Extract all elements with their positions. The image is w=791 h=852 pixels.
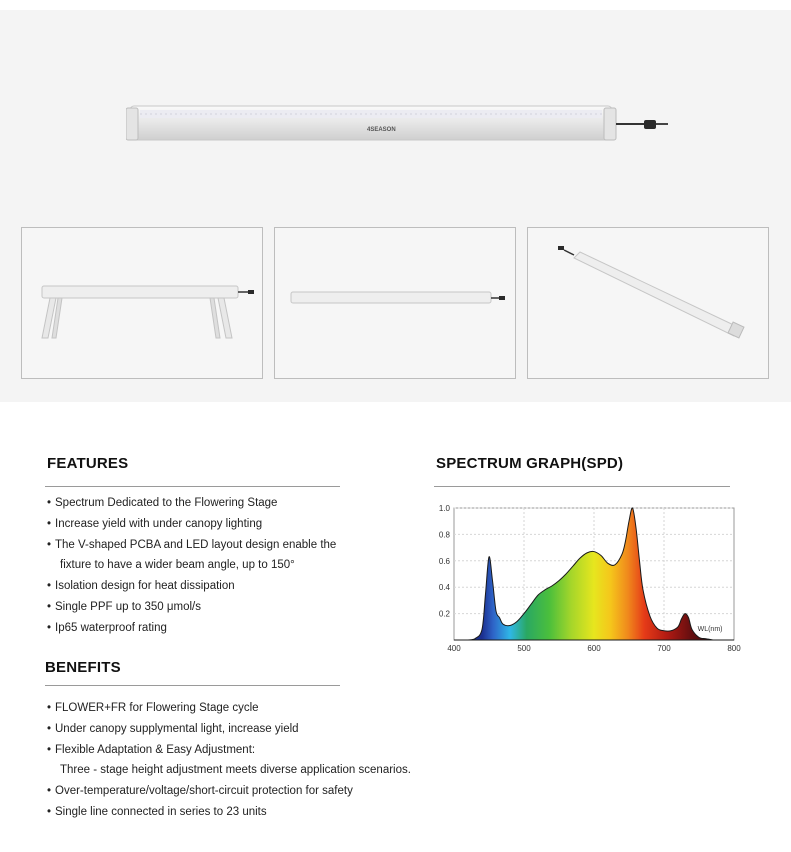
thumbnail-front[interactable]: [274, 227, 516, 379]
bullet-icon: •: [47, 702, 52, 714]
features-list: [47, 493, 336, 639]
features-item-text: Ip65 waterproof rating: [55, 621, 167, 634]
benefits-item-text: FLOWER+FR for Flowering Stage cycle: [55, 702, 259, 714]
x-tick-label: 500: [517, 644, 531, 653]
thumbnail-stand-image: [22, 228, 264, 380]
thumbnail-angled[interactable]: [527, 227, 769, 379]
features-item-text: Isolation design for heat dissipation: [55, 580, 235, 593]
bullet-icon: •: [47, 743, 52, 756]
brand-logo: 4SEASON: [367, 127, 396, 133]
thumbnail-angled-image: [528, 228, 770, 380]
features-item: [47, 618, 336, 639]
features-item: [47, 535, 336, 556]
benefits-list: [47, 698, 411, 823]
spectrum-chart: [420, 500, 750, 660]
benefits-divider: [45, 685, 340, 686]
y-tick-label: 1.0: [438, 504, 450, 513]
thumbnail-front-image: [275, 228, 517, 380]
benefits-item-text: Under canopy supplymental light, increase yield: [55, 722, 299, 735]
features-item-text: Increase yield with under canopy lighting: [55, 517, 263, 530]
x-axis-label: WL(nm): [697, 625, 723, 633]
features-item: [47, 493, 336, 514]
bullet-icon: •: [47, 621, 52, 634]
features-item-text: fixture to have a wider beam angle, up to 150°: [60, 559, 295, 572]
y-tick-label: 0.2: [438, 609, 450, 619]
benefits-item: [47, 740, 411, 761]
spectrum-divider: [434, 486, 730, 487]
bullet-icon: •: [47, 785, 52, 798]
product-gallery: [0, 10, 791, 402]
x-tick-label: 700: [657, 644, 671, 653]
features-item-text: The V-shaped PCBA and LED layout design enable the: [55, 538, 337, 551]
benefits-item-text: Three - stage height adjustment meets diverse application scenarios.: [60, 764, 411, 777]
features-item-text: Spectrum Dedicated to the Flowering Stage: [55, 497, 278, 509]
benefits-item-text: Over-temperature/voltage/short-circuit protection for safety: [55, 785, 353, 798]
bullet-icon: •: [47, 580, 52, 593]
features-item: [47, 555, 336, 576]
y-tick-label: 0.6: [438, 556, 450, 566]
benefits-item: [47, 698, 411, 719]
main-product-image: [126, 94, 676, 154]
features-item-text: Single PPF up to 350 μmol/s: [55, 600, 201, 613]
bullet-icon: •: [47, 517, 52, 530]
x-tick-label: 800: [727, 644, 741, 653]
features-title: FEATURES: [47, 455, 129, 472]
features-divider: [45, 486, 340, 487]
bullet-icon: •: [47, 497, 52, 509]
benefits-item-text: Single line connected in series to 23 units: [55, 805, 267, 818]
x-tick-label: 600: [587, 644, 601, 653]
benefits-item: [47, 802, 411, 823]
benefits-item-text: Flexible Adaptation & Easy Adjustment:: [55, 743, 256, 756]
bullet-icon: •: [47, 538, 52, 551]
x-tick-label: 400: [447, 644, 461, 653]
y-tick-label: 0.8: [438, 530, 450, 540]
features-item: [47, 514, 336, 535]
benefits-item: [47, 781, 411, 802]
benefits-title: BENEFITS: [45, 659, 121, 676]
features-item: [47, 576, 336, 597]
benefits-item: [47, 760, 411, 781]
features-item: [47, 597, 336, 618]
bullet-icon: •: [47, 722, 52, 735]
benefits-item: [47, 719, 411, 740]
bullet-icon: •: [47, 805, 52, 818]
y-tick-label: 0.4: [438, 583, 450, 593]
bullet-icon: •: [47, 600, 52, 613]
spectrum-title: SPECTRUM GRAPH(SPD): [436, 455, 624, 472]
thumbnail-stand[interactable]: [21, 227, 263, 379]
